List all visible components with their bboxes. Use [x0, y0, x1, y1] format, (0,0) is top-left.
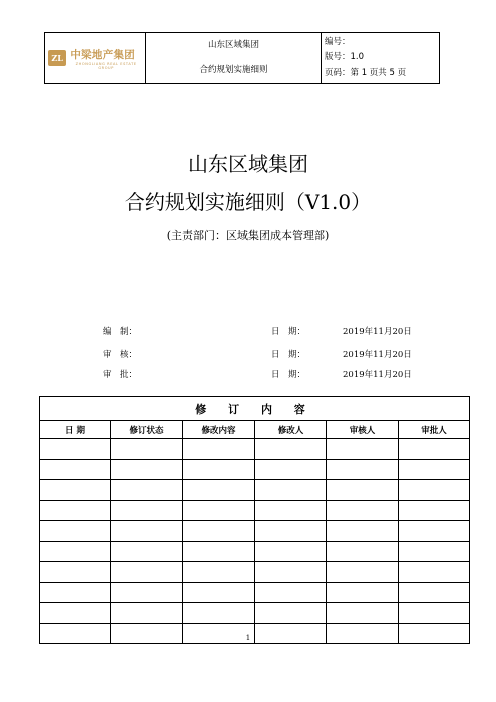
- table-cell: [327, 500, 399, 521]
- table-row: [40, 603, 470, 624]
- header-doc-title: 合约规划实施细则: [199, 65, 268, 75]
- table-row: [40, 480, 470, 501]
- table-cell: [255, 459, 327, 480]
- table-cell: [111, 459, 183, 480]
- table-cell: [111, 603, 183, 624]
- revision-table: [39, 396, 470, 644]
- column-header-modifier: 修改人: [255, 421, 327, 439]
- header-table: [44, 32, 440, 84]
- date-value: 2019年11月20日: [343, 350, 412, 360]
- table-cell: [255, 480, 327, 501]
- department-line: (主责部门：区域集团成本管理部): [166, 229, 330, 242]
- sign-row-reviewed: [0, 348, 496, 362]
- logo-mark-icon: ZL: [48, 50, 66, 66]
- table-cell: [183, 603, 255, 624]
- table-cell: [111, 439, 183, 460]
- table-cell: [111, 541, 183, 562]
- logo-text: 中梁地产集团: [70, 48, 136, 61]
- table-cell: [399, 439, 470, 460]
- table-cell: [183, 541, 255, 562]
- table-cell: [399, 480, 470, 501]
- date-label: 日 期：: [271, 327, 306, 337]
- table-cell: [255, 562, 327, 583]
- table-cell: [255, 521, 327, 542]
- table-cell: [327, 521, 399, 542]
- page-number: 1: [245, 634, 251, 642]
- table-cell: [399, 459, 470, 480]
- sign-row-prepared: [0, 325, 496, 339]
- table-cell: [399, 541, 470, 562]
- table-cell: [399, 603, 470, 624]
- logo-cell: [45, 33, 146, 84]
- table-cell: [40, 500, 111, 521]
- revision-rows: [40, 439, 470, 644]
- table-cell: [40, 480, 111, 501]
- company-logo: [48, 47, 142, 70]
- table-cell: [327, 603, 399, 624]
- table-cell: [255, 500, 327, 521]
- table-cell: [327, 459, 399, 480]
- table-cell: [255, 582, 327, 603]
- header-code: 编号：: [325, 36, 351, 47]
- table-cell: [111, 582, 183, 603]
- table-cell: [111, 562, 183, 583]
- table-cell: [40, 521, 111, 542]
- table-cell: [183, 500, 255, 521]
- sign-label: 编 制：: [103, 327, 138, 337]
- column-header-approver: 审批人: [399, 421, 470, 439]
- table-cell: [183, 562, 255, 583]
- table-cell: [327, 541, 399, 562]
- header-version: 版号：1.0: [325, 52, 365, 63]
- table-cell: [183, 459, 255, 480]
- table-cell: [327, 480, 399, 501]
- table-cell: [111, 521, 183, 542]
- table-cell: [255, 439, 327, 460]
- table-cell: [40, 562, 111, 583]
- sign-row-approved: [0, 368, 496, 382]
- column-header-date: 日 期: [40, 421, 111, 439]
- date-value: 2019年11月20日: [343, 370, 412, 380]
- date-label: 日 期：: [271, 370, 306, 380]
- header-title-cell: [146, 33, 322, 84]
- column-header-status: 修订状态: [111, 421, 183, 439]
- table-cell: [183, 439, 255, 460]
- table-cell: [183, 480, 255, 501]
- table-row: [40, 439, 470, 460]
- table-cell: [111, 500, 183, 521]
- table-row: [40, 459, 470, 480]
- table-cell: [399, 521, 470, 542]
- table-row: [40, 541, 470, 562]
- table-row: [40, 562, 470, 583]
- logo-subtext: ZHONGLIANG REAL ESTATE GROUP: [75, 61, 137, 70]
- table-row: [40, 582, 470, 603]
- table-cell: [255, 541, 327, 562]
- table-cell: [327, 582, 399, 603]
- table-cell: [183, 582, 255, 603]
- revision-caption: 修 订 内 容: [40, 397, 470, 421]
- header-meta-cell: [322, 33, 440, 84]
- date-value: 2019年11月20日: [343, 327, 412, 337]
- table-cell: [327, 439, 399, 460]
- table-cell: [255, 603, 327, 624]
- header-company: 山东区域集团: [207, 40, 259, 50]
- table-cell: [183, 521, 255, 542]
- table-cell: [40, 603, 111, 624]
- sign-label: 审 核：: [103, 350, 138, 360]
- doc-subtitle: 合约规划实施细则（V1.0）: [124, 190, 372, 214]
- table-cell: [399, 500, 470, 521]
- column-header-reviewer: 审核人: [327, 421, 399, 439]
- table-cell: [40, 459, 111, 480]
- column-header-content: 修改内容: [183, 421, 255, 439]
- main-title: 山东区域集团: [188, 152, 308, 176]
- table-cell: [399, 562, 470, 583]
- table-cell: [40, 582, 111, 603]
- sign-label: 审 批：: [103, 370, 138, 380]
- table-row: [40, 521, 470, 542]
- table-cell: [111, 480, 183, 501]
- header-page: 页码：第 1 页共 5 页: [325, 67, 407, 78]
- table-cell: [40, 541, 111, 562]
- table-cell: [327, 562, 399, 583]
- table-cell: [399, 582, 470, 603]
- table-row: [40, 500, 470, 521]
- date-label: 日 期：: [271, 350, 306, 360]
- table-cell: [40, 439, 111, 460]
